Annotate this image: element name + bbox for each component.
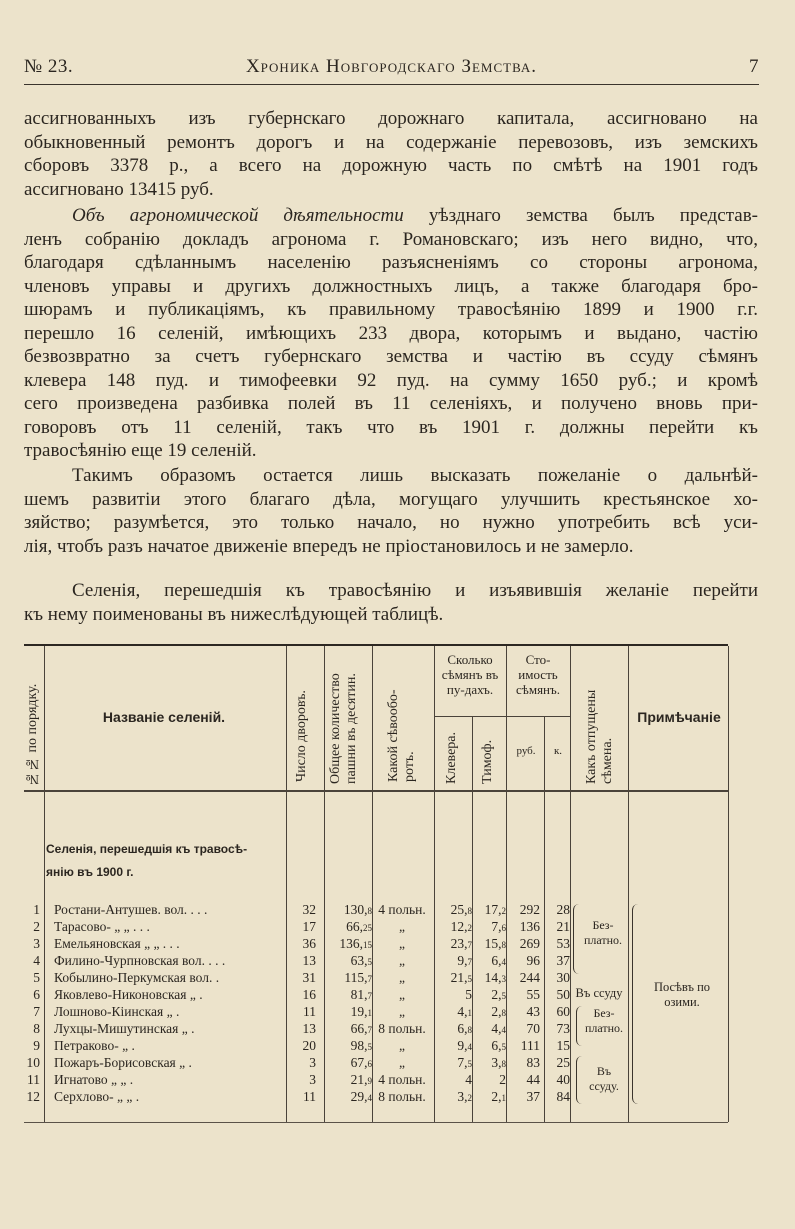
- header-bottom-rule: [24, 790, 728, 792]
- text-line: клевера 148 пуд. и тимофеевки 92 пуд. на сумму 1650 руб.; и кромѣ: [24, 369, 758, 391]
- area-frac: 9: [367, 1076, 372, 1086]
- timof-frac: 3: [501, 974, 506, 984]
- klevera-frac: 2: [467, 923, 472, 933]
- timof-frac: 8: [501, 1059, 506, 1069]
- row-number: 5: [33, 970, 40, 985]
- text-line: [24, 204, 758, 228]
- area-int: 98,: [350, 1038, 368, 1053]
- area-int: 115,: [344, 970, 368, 985]
- kop-cell: 30: [556, 970, 570, 985]
- rotation-cell: „: [399, 936, 405, 951]
- text-line: благодаря сдѣланнымъ населенію разъясненіямъ со стороны агронома,: [24, 252, 758, 273]
- klevera-int: 21,: [450, 970, 468, 985]
- area-int: 66,: [350, 1021, 368, 1036]
- italic-lead: Объ агрономической дѣятельности: [72, 205, 404, 226]
- timof-frac: 1: [501, 1093, 506, 1103]
- rotation-cell: „: [399, 970, 405, 985]
- dvorov-cell: 17: [302, 919, 316, 934]
- text-line: перешло 16 селеній, имѣющихъ 233 двора, которымъ и выдано, частію: [24, 322, 758, 344]
- klevera-frac: 5: [467, 1059, 472, 1069]
- text-line: травосѣянію еще 19 селеній.: [24, 440, 257, 461]
- timof-int: 2,: [491, 1004, 502, 1019]
- header-klevera: Клевера.: [444, 732, 459, 784]
- area-int: 66,: [346, 919, 363, 934]
- dvorov-cell: 36: [302, 936, 316, 951]
- rub-cell: 136: [519, 919, 540, 934]
- header-rub: руб.: [516, 745, 536, 757]
- text-line: обыкновенный ремонтъ дорогъ и на содержаніе перевозовъ, изъ земскихъ: [24, 131, 758, 153]
- klevera-int: 4: [465, 1072, 472, 1087]
- rub-cell: 55: [526, 987, 540, 1002]
- rotation-cell: „: [399, 953, 405, 968]
- area-frac: 7: [367, 991, 372, 1001]
- village-name: Лухцы-Мишутинская „ .: [54, 1021, 195, 1036]
- area-frac: 4: [367, 1093, 372, 1103]
- timof-int: 17,: [484, 902, 502, 917]
- text-line: къ нему поименованы въ нижеслѣдующей таблицѣ.: [24, 603, 444, 625]
- timof-int: 6,: [491, 953, 502, 968]
- paragraph-conclusion: [24, 464, 758, 558]
- text-line: Такимъ образомъ остается лишь высказать пожеланіе о дальнѣй-: [72, 465, 758, 486]
- header-rotation: Какой сѣвообо-ротъ.: [386, 689, 417, 782]
- village-name: Пожаръ-Борисовская „ .: [54, 1055, 192, 1070]
- dvorov-cell: 3: [309, 1055, 316, 1070]
- rub-cell: 70: [526, 1021, 540, 1036]
- text-line: ассигнованныхъ изъ губернскаго дорожнаго капитала, ассигновано на: [24, 108, 758, 129]
- kop-cell: 73: [556, 1021, 570, 1036]
- dvorov-cell: 32: [302, 902, 316, 917]
- kop-cell: 15: [556, 1038, 570, 1053]
- section-title-line: янію въ 1900 г.: [46, 865, 134, 879]
- text-line: зяйство; разумѣется, это только начало, но нужно употребить всѣ уси-: [24, 512, 758, 533]
- area-frac: 7: [367, 974, 372, 984]
- timof-cell: [476, 1088, 506, 1107]
- area-int: 63,: [350, 953, 368, 968]
- area-int: 21,: [350, 1072, 368, 1087]
- timof-frac: 5: [501, 991, 506, 1001]
- area-int: 81,: [350, 987, 368, 1002]
- dvorov-cell: 31: [302, 970, 316, 985]
- klevera-int: 23,: [450, 936, 468, 951]
- village-name: Игнатово „ „ .: [54, 1072, 134, 1087]
- area-cell: [326, 1088, 372, 1107]
- area-frac: 25: [363, 923, 372, 933]
- klevera-frac: 2: [467, 1093, 472, 1103]
- row-number: 12: [26, 1089, 40, 1104]
- brace-left: [573, 904, 580, 974]
- klevera-frac: 1: [467, 1008, 472, 1018]
- row-number: 2: [33, 919, 40, 934]
- page-number: 7: [749, 56, 759, 77]
- village-name: Кобылино-Перкумская вол. .: [54, 970, 220, 985]
- header-cost-group: Сто-имость сѣмянъ.: [516, 652, 560, 697]
- rub-cell: 43: [526, 1004, 540, 1019]
- timof-int: 3,: [491, 1055, 502, 1070]
- klevera-int: 7,: [457, 1055, 468, 1070]
- kop-cell: 40: [556, 1072, 570, 1087]
- klevera-frac: 7: [467, 957, 472, 967]
- given-loan-note: Въ ссуду.: [589, 1064, 619, 1093]
- timof-frac: 4: [501, 1025, 506, 1035]
- timof-int: 4,: [491, 1021, 502, 1036]
- text-line: членовъ управы и другихъ должностныхъ лицъ, а также благодаря бро-: [24, 275, 758, 297]
- klevera-frac: 8: [467, 906, 472, 916]
- village-name: Ростани-Антушев. вол. . . .: [54, 902, 208, 917]
- timof-int: 2,: [491, 1089, 502, 1104]
- timof-frac: 8: [501, 1008, 506, 1018]
- rotation-cell: 4 польн.: [378, 1072, 426, 1087]
- header-kop: к.: [553, 745, 563, 757]
- kop-cell: 53: [556, 936, 570, 951]
- area-frac: 6: [367, 1059, 372, 1069]
- area-frac: 5: [367, 957, 372, 967]
- klevera-int: 9,: [457, 1038, 468, 1053]
- page-header: [24, 56, 759, 82]
- text-line: говоровъ отъ 11 селеній, такъ что въ 1901 г. должны перейти къ: [24, 416, 758, 438]
- klevera-int: 25,: [450, 902, 468, 917]
- kop-cell: 28: [556, 902, 570, 917]
- timof-frac: 2: [501, 906, 506, 916]
- dvorov-cell: 13: [302, 1021, 316, 1036]
- timof-int: 2: [499, 1072, 506, 1087]
- kop-cell: 21: [556, 919, 570, 934]
- given-free-note: Без-платно.: [584, 1006, 624, 1035]
- text-fragment: уѣзднаго земства былъ представ-: [403, 205, 758, 226]
- village-name: Емельяновская „ „ . . .: [54, 936, 180, 951]
- rub-cell: 244: [519, 970, 540, 985]
- village-name: Серхлово- „ „ .: [54, 1089, 140, 1104]
- kop-cell: 60: [556, 1004, 570, 1019]
- area-int: 136,: [339, 936, 363, 951]
- column-divider: [728, 646, 729, 1122]
- area-frac: 15: [363, 940, 372, 950]
- klevera-int: 4,: [457, 1004, 468, 1019]
- klevera-cell: [438, 1088, 472, 1107]
- rub-cell: 269: [519, 936, 540, 951]
- rub-cell: 96: [526, 953, 540, 968]
- rotation-cell: 8 польн.: [378, 1089, 426, 1104]
- klevera-int: 12,: [450, 919, 468, 934]
- rub-cell: 44: [526, 1072, 540, 1087]
- timof-int: 14,: [484, 970, 502, 985]
- rub-cell: 111: [520, 1038, 540, 1053]
- timof-int: 2,: [491, 987, 502, 1002]
- text-line: шюрамъ и публикаціямъ, къ правильному травосѣянію 1899 и 1900 г.г.: [24, 299, 758, 320]
- dvorov-cell: 11: [303, 1089, 316, 1104]
- row-number: 8: [33, 1021, 40, 1036]
- row-number: 9: [33, 1038, 40, 1053]
- text-line: ассигновано 13415 руб.: [24, 178, 214, 200]
- kop-cell: 37: [556, 953, 570, 968]
- timof-frac: 4: [501, 957, 506, 967]
- dvorov-cell: 20: [302, 1038, 316, 1053]
- text-line: ленъ собранію докладъ агронома г. Романовскаго; изъ него видно, что,: [24, 228, 758, 250]
- header-given: Какъ отпущены сѣмена.: [584, 689, 615, 784]
- section-title: [46, 838, 286, 884]
- rotation-cell: „: [399, 987, 405, 1002]
- text-line: безвозвратно за счетъ губернскаго земства и частію въ ссуду сѣмянъ: [24, 346, 758, 367]
- area-frac: 8: [367, 906, 372, 916]
- row-number: 7: [33, 1004, 40, 1019]
- klevera-frac: 8: [467, 1025, 472, 1035]
- timof-frac: 5: [501, 1042, 506, 1052]
- header-seeds-group: Сколько сѣмянъ въ пу-дахъ.: [441, 652, 499, 697]
- text-line: сего произведена разбивка полей въ 11 селеніяхъ, и получено вновь при-: [24, 393, 758, 414]
- header-row-number: №№ по порядку.: [25, 683, 40, 786]
- header-note: Примѣчаніе: [637, 709, 721, 725]
- header-timof: Тимоф.: [480, 739, 495, 784]
- paragraph-agronomy: [24, 204, 758, 463]
- text-line: лія, чтобъ разъ начатое движеніе впередъ не пріостановилось и не замерло.: [24, 535, 634, 557]
- timof-int: 6,: [491, 1038, 502, 1053]
- given-loan-note: Въ ссуду: [575, 986, 623, 1000]
- village-name: Тарасово- „ „ . . .: [54, 919, 150, 934]
- village-name: Лошново-Кіинская „ .: [54, 1004, 180, 1019]
- dvorov-cell: 16: [302, 987, 316, 1002]
- village-name: Филино-Чурпновская вол. . . .: [54, 953, 226, 968]
- area-int: 19,: [350, 1004, 368, 1019]
- section-title-line: Селенія, перешедшія къ травосѣ-: [46, 842, 248, 856]
- header-name: Названіе селеній.: [102, 709, 226, 725]
- table-row: [24, 969, 728, 986]
- header-dvorov: Число дворовъ.: [294, 690, 309, 782]
- area-frac: 7: [367, 1025, 372, 1035]
- header-subrule: [434, 716, 570, 717]
- dvorov-cell: 13: [302, 953, 316, 968]
- rub-cell: 37: [526, 1089, 540, 1104]
- table-row: [24, 952, 728, 969]
- kop-cell: 50: [556, 987, 570, 1002]
- rotation-cell: „: [399, 1038, 405, 1053]
- rotation-cell: 4 польн.: [378, 902, 426, 917]
- area-frac: 1: [367, 1008, 372, 1018]
- paragraph-roads: [24, 107, 758, 201]
- area-int: 29,: [350, 1089, 368, 1104]
- given-free-note: Без-платно.: [583, 918, 623, 947]
- timof-frac: 6: [501, 923, 506, 933]
- text-line: шемъ развитіи этого благаго дѣла, могущаго улучшить крестьянское хо-: [24, 488, 758, 510]
- timof-int: 7,: [491, 919, 502, 934]
- journal-title: Хроника Новгородскаго Земства.: [245, 56, 538, 77]
- row-number: 4: [33, 953, 40, 968]
- header-rule: [24, 84, 759, 85]
- klevera-frac: 5: [467, 974, 472, 984]
- table-row: [24, 901, 728, 918]
- row-number: 1: [33, 902, 40, 917]
- table-row: [24, 1037, 728, 1054]
- klevera-int: 5: [465, 987, 472, 1002]
- dvorov-cell: 3: [309, 1072, 316, 1087]
- row-number: 10: [26, 1055, 40, 1070]
- timof-int: 15,: [484, 936, 502, 951]
- timof-frac: 8: [501, 940, 506, 950]
- header-area: Общее количество пашни въ десятин.: [328, 673, 359, 784]
- klevera-int: 6,: [457, 1021, 468, 1036]
- area-frac: 5: [367, 1042, 372, 1052]
- dvorov-cell: 11: [303, 1004, 316, 1019]
- klevera-int: 3,: [457, 1089, 468, 1104]
- rotation-cell: „: [399, 919, 405, 934]
- text-line: сборовъ 3378 р., а всего на дорожную часть по смѣтѣ на 1901 годъ: [24, 155, 758, 176]
- row-number: 3: [33, 936, 40, 951]
- rotation-cell: „: [399, 1004, 405, 1019]
- klevera-frac: 4: [467, 1042, 472, 1052]
- text-line: Селенія, перешедшія къ травосѣянію и изъявившія желаніе перейти: [72, 580, 758, 601]
- remark-note: Посѣвъ по озими.: [653, 980, 711, 1009]
- village-name: Яковлево-Никоновская „ .: [54, 987, 203, 1002]
- klevera-int: 9,: [457, 953, 468, 968]
- kop-cell: 25: [556, 1055, 570, 1070]
- rotation-cell: „: [399, 1055, 405, 1070]
- villages-table: [24, 644, 728, 1123]
- area-int: 67,: [350, 1055, 368, 1070]
- issue-number: № 23.: [24, 56, 74, 77]
- row-number: 6: [33, 987, 40, 1002]
- klevera-frac: 7: [467, 940, 472, 950]
- row-number: 11: [27, 1072, 40, 1087]
- rub-cell: 292: [519, 902, 540, 917]
- paragraph-table-intro: [24, 579, 758, 626]
- rotation-cell: 8 польн.: [378, 1021, 426, 1036]
- area-int: 130,: [343, 902, 368, 917]
- kop-cell: 84: [556, 1089, 570, 1104]
- village-name: Петраково- „ .: [54, 1038, 135, 1053]
- rub-cell: 83: [526, 1055, 540, 1070]
